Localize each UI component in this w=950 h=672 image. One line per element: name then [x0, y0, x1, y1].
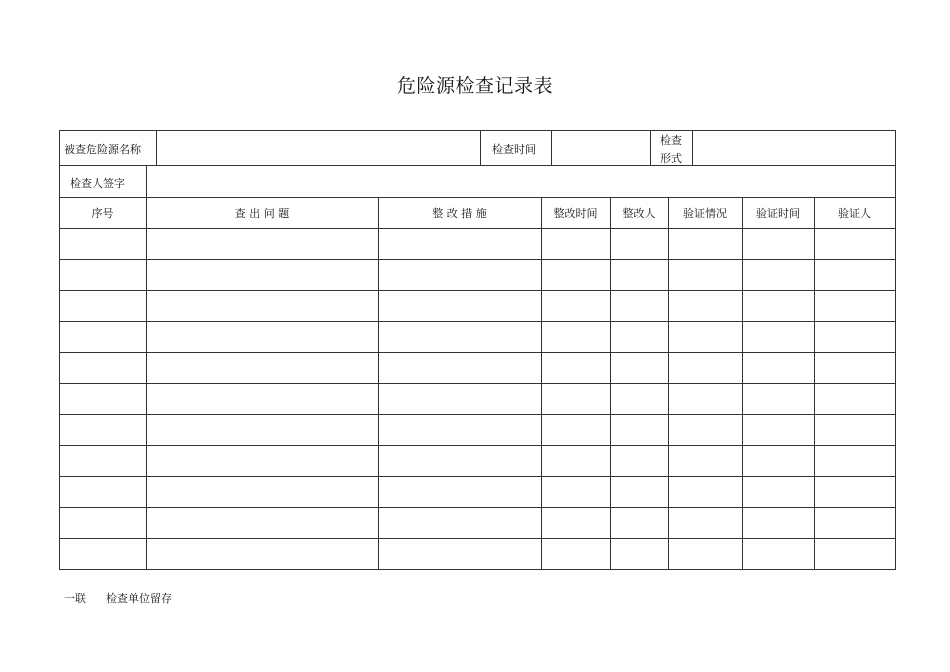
- column-header-index: 序号: [91, 207, 114, 220]
- table-rule-vertical: [895, 130, 896, 570]
- footer-copy-label: 一联: [64, 592, 86, 605]
- cell-verification-status[interactable]: [669, 415, 742, 445]
- cell-rectification-time[interactable]: [542, 539, 610, 569]
- cell-index[interactable]: [60, 539, 146, 569]
- cell-verifier[interactable]: [815, 353, 895, 383]
- column-header-corrective-measures: 整 改 措 施: [432, 207, 487, 220]
- cell-verification-status[interactable]: [669, 539, 742, 569]
- check-form-label-line2: 形式: [660, 152, 682, 165]
- cell-verifier[interactable]: [815, 415, 895, 445]
- cell-rectifier[interactable]: [611, 415, 668, 445]
- table-rule-horizontal: [59, 197, 896, 198]
- cell-corrective-measures[interactable]: [379, 539, 541, 569]
- cell-verifier[interactable]: [815, 260, 895, 290]
- cell-index[interactable]: [60, 291, 146, 321]
- cell-rectification-time[interactable]: [542, 415, 610, 445]
- cell-issues-found[interactable]: [147, 477, 378, 507]
- cell-issues-found[interactable]: [147, 508, 378, 538]
- inspector-sign-field[interactable]: [147, 166, 894, 197]
- cell-index[interactable]: [60, 508, 146, 538]
- cell-index[interactable]: [60, 229, 146, 259]
- table-rule-vertical: [156, 130, 157, 166]
- cell-rectification-time[interactable]: [542, 508, 610, 538]
- cell-issues-found[interactable]: [147, 353, 378, 383]
- table-rule-vertical: [551, 130, 552, 166]
- cell-issues-found[interactable]: [147, 229, 378, 259]
- cell-rectifier[interactable]: [611, 508, 668, 538]
- cell-rectification-time[interactable]: [542, 322, 610, 352]
- cell-verification-time[interactable]: [743, 508, 814, 538]
- page-title: 危险源检查记录表: [396, 75, 553, 97]
- cell-corrective-measures[interactable]: [379, 260, 541, 290]
- table-rule-horizontal: [59, 165, 896, 166]
- cell-verification-time[interactable]: [743, 322, 814, 352]
- cell-verification-status[interactable]: [669, 508, 742, 538]
- cell-index[interactable]: [60, 477, 146, 507]
- table-rule-vertical: [692, 130, 693, 166]
- cell-verification-time[interactable]: [743, 291, 814, 321]
- cell-corrective-measures[interactable]: [379, 508, 541, 538]
- cell-issues-found[interactable]: [147, 446, 378, 476]
- table-rule-vertical: [650, 130, 651, 166]
- cell-corrective-measures[interactable]: [379, 477, 541, 507]
- cell-verification-time[interactable]: [743, 260, 814, 290]
- cell-verifier[interactable]: [815, 384, 895, 414]
- cell-verification-time[interactable]: [743, 353, 814, 383]
- cell-corrective-measures[interactable]: [379, 322, 541, 352]
- column-header-issues-found: 查 出 问 题: [234, 207, 290, 220]
- cell-verification-status[interactable]: [669, 291, 742, 321]
- cell-verification-time[interactable]: [743, 539, 814, 569]
- check-time-label: 检查时间: [492, 143, 536, 156]
- cell-issues-found[interactable]: [147, 322, 378, 352]
- cell-verification-status[interactable]: [669, 260, 742, 290]
- cell-rectification-time[interactable]: [542, 291, 610, 321]
- cell-index[interactable]: [60, 446, 146, 476]
- cell-rectification-time[interactable]: [542, 384, 610, 414]
- cell-rectifier[interactable]: [611, 291, 668, 321]
- cell-corrective-measures[interactable]: [379, 353, 541, 383]
- cell-issues-found[interactable]: [147, 384, 378, 414]
- cell-rectification-time[interactable]: [542, 477, 610, 507]
- column-header-verification-status: 验证情况: [683, 207, 727, 220]
- cell-rectification-time[interactable]: [542, 446, 610, 476]
- check-form-field[interactable]: [693, 131, 894, 165]
- column-header-verification-time: 验证时间: [756, 207, 800, 220]
- cell-rectification-time[interactable]: [542, 260, 610, 290]
- cell-verification-time[interactable]: [743, 229, 814, 259]
- cell-verifier[interactable]: [815, 477, 895, 507]
- cell-index[interactable]: [60, 353, 146, 383]
- cell-rectifier[interactable]: [611, 539, 668, 569]
- cell-corrective-measures[interactable]: [379, 384, 541, 414]
- table-rule-horizontal: [59, 569, 896, 570]
- cell-verification-status[interactable]: [669, 353, 742, 383]
- column-header-rectification-time: 整改时间: [553, 207, 598, 220]
- footer-retain-label: 检查单位留存: [106, 592, 172, 605]
- cell-verification-status[interactable]: [669, 446, 742, 476]
- check-form-label-line1: 检查: [660, 134, 682, 147]
- check-time-field[interactable]: [552, 131, 649, 165]
- cell-index[interactable]: [60, 260, 146, 290]
- cell-rectifier[interactable]: [611, 353, 668, 383]
- cell-index[interactable]: [60, 322, 146, 352]
- hazard-name-field[interactable]: [157, 131, 479, 165]
- cell-verifier[interactable]: [815, 446, 895, 476]
- cell-verification-status[interactable]: [669, 384, 742, 414]
- cell-rectification-time[interactable]: [542, 353, 610, 383]
- cell-rectifier[interactable]: [611, 322, 668, 352]
- cell-corrective-measures[interactable]: [379, 415, 541, 445]
- table-rule-vertical: [480, 130, 481, 166]
- cell-verification-time[interactable]: [743, 477, 814, 507]
- cell-verifier[interactable]: [815, 508, 895, 538]
- cell-verification-status[interactable]: [669, 477, 742, 507]
- cell-verifier[interactable]: [815, 291, 895, 321]
- cell-issues-found[interactable]: [147, 415, 378, 445]
- inspector-sign-label: 检查人签字: [70, 177, 125, 190]
- cell-verification-time[interactable]: [743, 384, 814, 414]
- column-header-rectifier: 整改人: [622, 207, 656, 220]
- cell-corrective-measures[interactable]: [379, 291, 541, 321]
- cell-verification-time[interactable]: [743, 446, 814, 476]
- cell-verifier[interactable]: [815, 322, 895, 352]
- cell-index[interactable]: [60, 415, 146, 445]
- cell-rectification-time[interactable]: [542, 229, 610, 259]
- cell-rectifier[interactable]: [611, 229, 668, 259]
- cell-verification-time[interactable]: [743, 415, 814, 445]
- cell-corrective-measures[interactable]: [379, 229, 541, 259]
- cell-rectifier[interactable]: [611, 384, 668, 414]
- cell-verification-status[interactable]: [669, 322, 742, 352]
- cell-verification-status[interactable]: [669, 229, 742, 259]
- cell-verifier[interactable]: [815, 539, 895, 569]
- cell-issues-found[interactable]: [147, 260, 378, 290]
- table-rule-horizontal: [59, 130, 896, 131]
- cell-rectifier[interactable]: [611, 260, 668, 290]
- cell-rectifier[interactable]: [611, 477, 668, 507]
- cell-issues-found[interactable]: [147, 539, 378, 569]
- cell-rectifier[interactable]: [611, 446, 668, 476]
- hazard-name-label: 被查危险源名称: [64, 143, 141, 156]
- column-header-verifier: 验证人: [838, 207, 871, 220]
- cell-corrective-measures[interactable]: [379, 446, 541, 476]
- table-rule-vertical: [146, 165, 147, 198]
- cell-verifier[interactable]: [815, 229, 895, 259]
- cell-issues-found[interactable]: [147, 291, 378, 321]
- cell-index[interactable]: [60, 384, 146, 414]
